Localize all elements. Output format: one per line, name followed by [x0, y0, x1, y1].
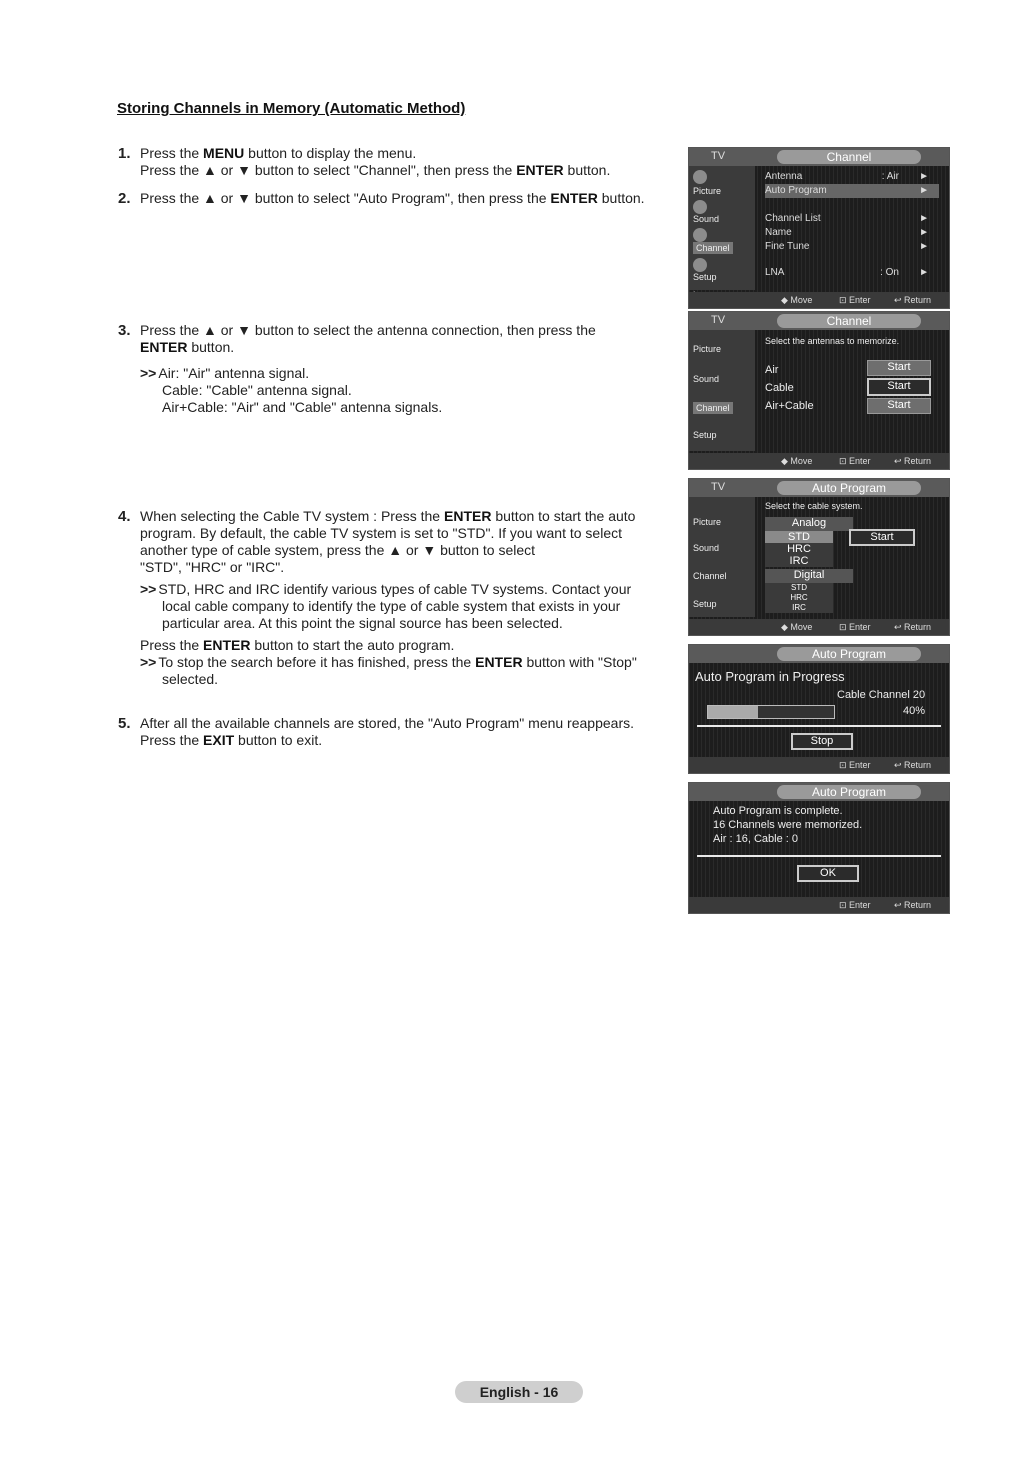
osd-divider [697, 725, 941, 727]
osd-side-picture: Picture [693, 344, 722, 354]
osd-row-name: Name ► [765, 227, 929, 238]
sound-icon [693, 200, 707, 214]
step-text: "STD", "HRC" or "IRC". [140, 559, 285, 575]
osd-title: Auto Program [777, 785, 921, 799]
picture-icon [693, 170, 707, 184]
osd-option-cable: Cable [765, 382, 794, 394]
progress-fill [708, 706, 758, 718]
osd-title: Auto Program [777, 647, 921, 661]
osd-footer [689, 292, 949, 308]
osd-progress [688, 644, 950, 774]
arrow-right-icon: ► [919, 241, 929, 252]
osd-option-air-cable: Air+Cable [765, 400, 814, 412]
setup-icon [693, 258, 707, 272]
step-number: 5. [118, 715, 131, 732]
osd-side-channel: Channel [693, 571, 727, 581]
osd-complete [688, 782, 950, 914]
arrow-right-icon: ► [919, 213, 929, 224]
enter-hint: ⊡ Enter [839, 622, 871, 632]
osd-header [689, 148, 949, 166]
osd-side-sound: Sound [693, 214, 720, 224]
page-title: Storing Channels in Memory (Automatic Method) [117, 100, 466, 117]
progress-percent: 40% [903, 705, 926, 717]
enter-hint: ⊡ Enter [839, 900, 871, 910]
osd-row-auto-program: Auto Program ► [765, 184, 939, 198]
osd-channel-menu [688, 147, 950, 309]
move-hint: ◆ Move [781, 622, 813, 632]
osd-row-antenna: Antenna : Air ► [765, 171, 929, 182]
osd-footer [689, 897, 949, 913]
osd-side-sound: Sound [693, 543, 720, 553]
osd-footer [689, 453, 949, 469]
osd-side-setup: Setup [693, 599, 717, 609]
osd-tv-label: TV [711, 314, 726, 326]
osd-side-picture: Picture [693, 186, 722, 196]
note-item: >> Air: "Air" antenna signal. [140, 365, 310, 381]
osd-tv-label: TV [711, 150, 726, 162]
ok-button[interactable]: OK [797, 865, 859, 882]
step-number: 2. [118, 190, 131, 207]
note-arrow-icon: >> [140, 581, 157, 597]
start-button-air-cable[interactable]: Start [867, 398, 931, 414]
progress-bar [707, 705, 835, 719]
step-number: 4. [118, 508, 131, 525]
osd-side-channel: Channel [693, 402, 733, 414]
step-text: Press the EXIT button to exit. [140, 732, 323, 748]
osd-channel-number: Cable Channel 20 [837, 689, 926, 701]
step-3 [118, 322, 663, 416]
osd-footer [689, 619, 949, 635]
enter-hint: ⊡ Enter [839, 295, 871, 305]
step-text: another type of cable system, press the ▲ or ▼ button to select [140, 542, 536, 558]
osd-prompt: Select the cable system. [765, 501, 863, 511]
osd-row-lna: LNA : On ► [765, 267, 929, 278]
step-text: Press the ▲ or ▼ button to select "Auto Program", then press the ENTER button. [140, 190, 645, 206]
osd-divider [697, 855, 941, 857]
note-item: >> To stop the search before it has finished, press the ENTER button with "Stop" [140, 654, 637, 670]
osd-side-setup: Setup [693, 272, 717, 282]
note-item: selected. [162, 671, 219, 687]
osd-tv-label: TV [711, 481, 726, 493]
return-hint: ↩ Return [894, 295, 932, 305]
return-hint: ↩ Return [894, 760, 932, 770]
arrow-right-icon: ► [919, 171, 929, 182]
osd-status: Auto Program in Progress [695, 669, 845, 684]
note-item: local cable company to identify the type of cable system that exists in your [162, 598, 621, 614]
step-text: Press the ▲ or ▼ button to select the antenna connection, then press the [140, 322, 596, 338]
osd-complete-split: Air : 16, Cable : 0 [713, 833, 798, 845]
osd-cable-system [688, 478, 950, 636]
osd-side-channel: Channel [693, 242, 733, 254]
osd-side-setup: Setup [693, 430, 717, 440]
osd-complete-count: 16 Channels were memorized. [713, 819, 863, 831]
note-item: Air+Cable: "Air" and "Cable" antenna signals. [162, 399, 443, 415]
note-item: >> STD, HRC and IRC identify various types of cable TV systems. Contact your [140, 581, 632, 597]
osd-digital-std[interactable]: STD [765, 583, 833, 593]
osd-row-fine-tune: Fine Tune ► [765, 241, 929, 252]
osd-sidebar [689, 330, 755, 451]
step-number: 1. [118, 145, 131, 162]
return-hint: ↩ Return [894, 622, 932, 632]
enter-hint: ⊡ Enter [839, 760, 871, 770]
osd-digital-hrc[interactable]: HRC [765, 593, 833, 603]
osd-prompt: Select the antennas to memorize. [765, 336, 900, 346]
move-hint: ◆ Move [781, 456, 813, 466]
note-arrow-icon: >> [140, 365, 157, 381]
osd-row-channel-list: Channel List ► [765, 213, 929, 224]
return-hint: ↩ Return [894, 456, 932, 466]
osd-footer [689, 757, 949, 773]
step-5 [118, 715, 663, 749]
step-text: program. By default, the cable TV system is set to "STD". If you want to select [140, 525, 622, 541]
osd-header [689, 479, 949, 497]
osd-system-std[interactable]: STD [765, 531, 833, 543]
osd-digital-irc[interactable]: IRC [765, 603, 833, 613]
page-footer: English - 16 [455, 1381, 583, 1403]
start-button[interactable]: Start [849, 529, 915, 546]
step-4 [118, 508, 663, 688]
osd-option-air: Air [765, 364, 779, 376]
osd-digital-label: Digital [765, 569, 853, 583]
enter-hint: ⊡ Enter [839, 456, 871, 466]
osd-title: Auto Program [777, 481, 921, 495]
osd-system-hrc[interactable]: HRC [765, 543, 833, 555]
arrow-right-icon: ► [919, 227, 929, 238]
osd-side-sound: Sound [693, 374, 720, 384]
osd-analog-label: Analog [765, 517, 853, 531]
note-item: particular area. At this point the signal source has been selected. [162, 615, 563, 631]
step-text: Press the ▲ or ▼ button to select "Channel", then press the ENTER button. [140, 162, 611, 178]
osd-sidebar [689, 497, 755, 617]
note-arrow-icon: >> [140, 654, 157, 670]
osd-title: Channel [777, 150, 921, 164]
arrow-right-icon: ► [919, 185, 929, 196]
channel-icon [693, 228, 707, 242]
osd-header [689, 783, 949, 801]
step-text: Press the ENTER button to start the auto program. [140, 637, 455, 653]
step-text: When selecting the Cable TV system : Press the ENTER button to start the auto [140, 508, 636, 524]
osd-sidebar [689, 166, 755, 290]
move-hint: ◆ Move [781, 295, 813, 305]
osd-complete-message: Auto Program is complete. [713, 805, 843, 817]
step-text: ENTER button. [140, 339, 235, 355]
note-item: Cable: "Cable" antenna signal. [162, 382, 352, 398]
osd-header [689, 312, 949, 330]
step-text: Press the MENU button to display the menu. [140, 145, 417, 161]
step-text: After all the available channels are stored, the "Auto Program" menu reappears. [140, 715, 634, 731]
osd-antenna-select [688, 311, 950, 470]
step-2 [118, 190, 663, 207]
osd-title: Channel [777, 314, 921, 328]
return-hint: ↩ Return [894, 900, 932, 910]
stop-button[interactable]: Stop [791, 733, 853, 750]
osd-side-picture: Picture [693, 517, 722, 527]
step-number: 3. [118, 322, 131, 339]
arrow-right-icon: ► [919, 267, 929, 278]
start-button-air[interactable]: Start [867, 360, 931, 376]
osd-system-irc[interactable]: IRC [765, 555, 833, 567]
step-1 [118, 145, 663, 179]
osd-header [689, 645, 949, 663]
start-button-cable[interactable]: Start [867, 378, 931, 396]
